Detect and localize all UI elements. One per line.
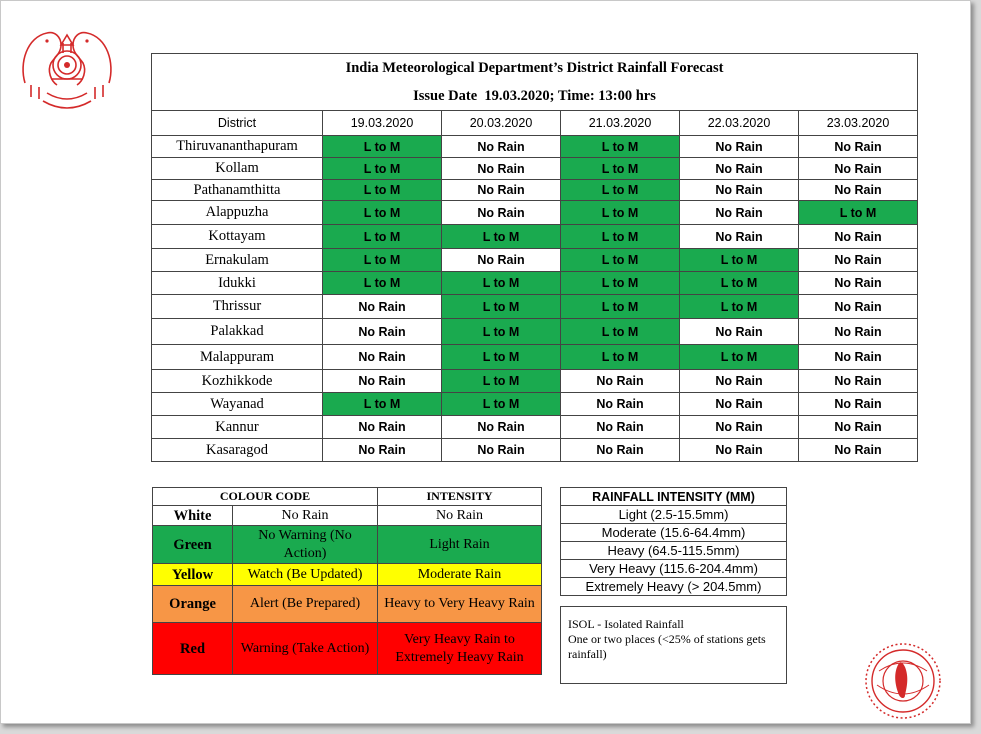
forecast-cell: No Rain [799,225,918,249]
forecast-cell: L to M [442,393,561,416]
forecast-cell: L to M [561,249,680,272]
colour-name: Red [153,623,233,675]
forecast-cell: No Rain [799,158,918,180]
forecast-cell: L to M [323,393,442,416]
colour-code-row [153,526,542,564]
rainfall-intensity-table [560,487,787,596]
forecast-cell: No Rain [799,180,918,201]
forecast-cell: No Rain [680,319,799,345]
forecast-cell: L to M [442,295,561,319]
forecast-cell: No Rain [442,158,561,180]
colour-meaning: Alert (Be Prepared) [233,586,378,623]
rainfall-intensity-item: Moderate (15.6-64.4mm) [561,524,787,542]
district-rainfall-forecast-table [151,53,918,462]
district-name: Thrissur [152,295,323,319]
forecast-row [152,272,918,295]
colour-intensity: Light Rain [378,526,542,564]
forecast-cell: L to M [680,272,799,295]
forecast-row [152,295,918,319]
colour-intensity: No Rain [378,506,542,526]
forecast-cell: No Rain [442,439,561,462]
forecast-header-row [152,111,918,136]
forecast-cell: L to M [442,319,561,345]
rainfall-intensity-item: Light (2.5-15.5mm) [561,506,787,524]
forecast-cell: L to M [561,295,680,319]
rainfall-intensity-item: Very Heavy (115.6-204.4mm) [561,560,787,578]
forecast-cell: No Rain [442,416,561,439]
rainfall-intensity-row [561,506,787,524]
forecast-row [152,225,918,249]
rainfall-intensity-row [561,542,787,560]
issue-date-line [152,82,917,110]
colour-code-rows [153,506,542,675]
colour-code-row [153,586,542,623]
forecast-cell: No Rain [680,225,799,249]
rainfall-intensity-item: Heavy (64.5-115.5mm) [561,542,787,560]
forecast-cell: No Rain [561,393,680,416]
colour-name: Yellow [153,564,233,586]
forecast-cell: No Rain [561,370,680,393]
forecast-cell: L to M [680,295,799,319]
forecast-cell: No Rain [323,439,442,462]
forecast-cell: No Rain [680,439,799,462]
rainfall-intensity-header: RAINFALL INTENSITY (MM) [561,488,787,506]
forecast-row [152,416,918,439]
forecast-cell: No Rain [323,416,442,439]
forecast-cell: No Rain [799,439,918,462]
forecast-row [152,180,918,201]
rainfall-intensity-rows [561,506,787,596]
forecast-cell: No Rain [680,158,799,180]
date-header: 22.03.2020 [680,111,799,136]
date-header: 20.03.2020 [442,111,561,136]
forecast-cell: L to M [561,158,680,180]
forecast-cell: No Rain [680,370,799,393]
rainfall-intensity-row [561,560,787,578]
forecast-cell: No Rain [323,345,442,370]
forecast-title: India Meteorological Department’s District Rainfall Forecast [345,60,724,76]
forecast-cell: No Rain [799,370,918,393]
colour-meaning: No Warning (No Action) [233,526,378,564]
forecast-cell: No Rain [799,136,918,158]
rainfall-intensity-item: Extremely Heavy (> 204.5mm) [561,578,787,596]
colour-meaning: No Rain [233,506,378,526]
issue-time: Time: 13:00 hrs [557,88,656,104]
forecast-row [152,158,918,180]
forecast-cell: L to M [442,345,561,370]
forecast-cell: L to M [323,180,442,201]
colour-intensity: Very Heavy Rain to Extremely Heavy Rain [378,623,542,675]
forecast-title-block [152,54,918,111]
forecast-cell: L to M [799,201,918,225]
forecast-cell: L to M [442,225,561,249]
forecast-cell: L to M [561,225,680,249]
colour-meaning: Watch (Be Updated) [233,564,378,586]
forecast-row [152,345,918,370]
intensity-header: INTENSITY [378,488,542,506]
forecast-cell: L to M [561,180,680,201]
forecast-cell: L to M [323,158,442,180]
colour-intensity: Moderate Rain [378,564,542,586]
forecast-cell: No Rain [799,393,918,416]
forecast-cell: No Rain [442,180,561,201]
forecast-cell: L to M [442,272,561,295]
forecast-cell: No Rain [680,393,799,416]
district-name: Malappuram [152,345,323,370]
imd-logo [863,641,943,721]
forecast-cell: L to M [561,201,680,225]
colour-name: Orange [153,586,233,623]
forecast-cell: L to M [323,225,442,249]
forecast-row [152,319,918,345]
forecast-cell: L to M [680,249,799,272]
forecast-cell: No Rain [680,201,799,225]
colour-code-header: COLOUR CODE [153,488,378,506]
forecast-cell: No Rain [680,416,799,439]
district-name: Pathanamthitta [152,180,323,201]
isol-note [560,606,787,684]
district-name: Wayanad [152,393,323,416]
colour-name: White [153,506,233,526]
forecast-row [152,370,918,393]
forecast-cell: No Rain [799,295,918,319]
forecast-cell: L to M [680,345,799,370]
district-name: Kollam [152,158,323,180]
issue-date: 19.03.2020; [484,88,555,104]
district-name: Kannur [152,416,323,439]
forecast-cell: No Rain [799,249,918,272]
forecast-cell: L to M [323,249,442,272]
colour-name: Green [153,526,233,564]
forecast-cell: No Rain [561,439,680,462]
district-name: Kasaragod [152,439,323,462]
forecast-cell: L to M [323,272,442,295]
isol-note-desc: One or two places (<25% of stations gets rainfall) [568,632,766,661]
issue-date-label: Issue Date [413,88,478,104]
forecast-rows [152,136,918,462]
forecast-cell: L to M [323,201,442,225]
rainfall-intensity-row [561,524,787,542]
colour-code-table [152,487,542,675]
date-header: 19.03.2020 [323,111,442,136]
forecast-cell: L to M [442,370,561,393]
forecast-cell: No Rain [799,272,918,295]
colour-intensity: Heavy to Very Heavy Rain [378,586,542,623]
forecast-row [152,136,918,158]
isol-note-title: ISOL - Isolated Rainfall [568,617,684,631]
district-name: Palakkad [152,319,323,345]
colour-code-row [153,506,542,526]
forecast-cell: No Rain [323,370,442,393]
district-name: Kozhikkode [152,370,323,393]
forecast-row [152,393,918,416]
forecast-cell: L to M [323,136,442,158]
forecast-cell: No Rain [323,319,442,345]
district-name: Idukki [152,272,323,295]
forecast-cell: L to M [561,272,680,295]
date-header: 23.03.2020 [799,111,918,136]
forecast-cell: No Rain [442,249,561,272]
forecast-cell: L to M [561,319,680,345]
forecast-cell: No Rain [799,416,918,439]
forecast-cell: L to M [561,136,680,158]
forecast-cell: No Rain [680,180,799,201]
forecast-cell: No Rain [799,319,918,345]
colour-code-row [153,564,542,586]
district-header: District [152,111,323,136]
forecast-cell: No Rain [680,136,799,158]
date-header: 21.03.2020 [561,111,680,136]
forecast-cell: No Rain [442,136,561,158]
colour-code-row [153,623,542,675]
forecast-row [152,439,918,462]
forecast-row [152,249,918,272]
district-name: Thiruvananthapuram [152,136,323,158]
forecast-cell: L to M [561,345,680,370]
district-name: Alappuzha [152,201,323,225]
forecast-cell: No Rain [442,201,561,225]
colour-meaning: Warning (Take Action) [233,623,378,675]
forecast-cell: No Rain [799,345,918,370]
kerala-emblem-logo [17,23,117,115]
rainfall-intensity-row [561,578,787,596]
forecast-row [152,201,918,225]
forecast-cell: No Rain [323,295,442,319]
district-name: Kottayam [152,225,323,249]
district-name: Ernakulam [152,249,323,272]
forecast-cell: No Rain [561,416,680,439]
